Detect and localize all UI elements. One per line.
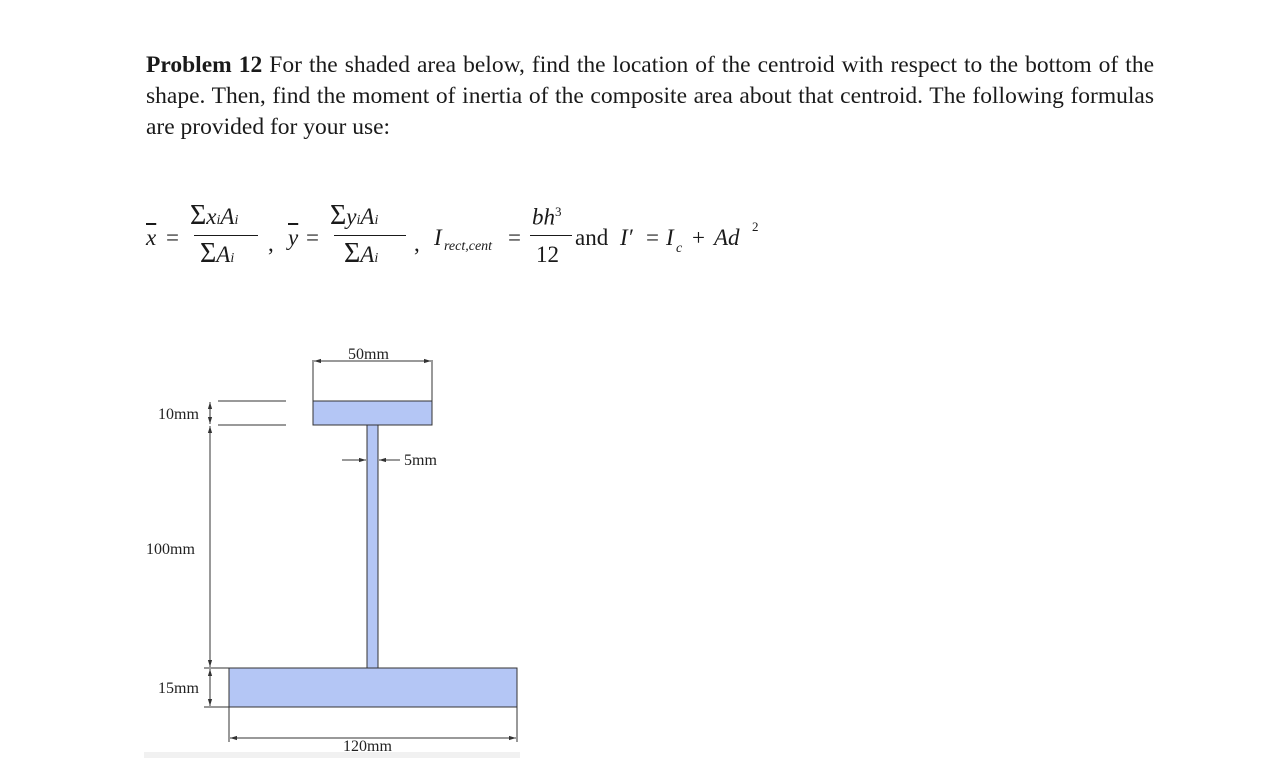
- dim-flange-thickness-label: 10mm: [158, 406, 199, 423]
- and-text: and: [575, 225, 609, 250]
- dim-web-height: [146, 426, 210, 667]
- sub-c: c: [676, 241, 683, 256]
- sub-i: i: [216, 213, 221, 228]
- a-i: A: [360, 204, 375, 229]
- sub-i: i: [230, 251, 235, 266]
- i-subscript: rect,cent: [444, 239, 493, 254]
- bh: bh: [532, 204, 555, 230]
- sigma-symbol: Σ: [200, 238, 217, 269]
- sigma-symbol: Σ: [190, 200, 207, 231]
- dim-bottom-thickness-label: 15mm: [158, 680, 199, 697]
- a-i: A: [220, 204, 235, 229]
- square-exponent: 2: [752, 219, 759, 234]
- comma: ,: [268, 231, 274, 256]
- i-symbol: I: [434, 225, 442, 250]
- x-i: x: [206, 204, 217, 229]
- problem-label: Problem 12: [146, 52, 263, 78]
- a-i: A: [216, 242, 231, 267]
- dim-bottom-width-label: 120mm: [343, 738, 392, 755]
- baseline-smudge: [144, 752, 520, 758]
- xbar-symbol: $\overline{x}$: [146, 225, 157, 250]
- xbar-equals: =: [166, 225, 179, 250]
- dim-top-width: [313, 346, 432, 401]
- top-flange: [313, 401, 432, 425]
- web: [367, 425, 378, 668]
- dim-flange-thickness: [158, 401, 286, 425]
- ybar-symbol: $\overline{y}$: [288, 225, 299, 250]
- twelve: 12: [536, 242, 559, 267]
- sub-i: i: [356, 213, 361, 228]
- cube-exponent: 3: [555, 204, 562, 219]
- sigma-symbol: Σ: [330, 200, 347, 231]
- equals: =: [646, 225, 659, 250]
- a-i: A: [360, 242, 375, 267]
- dim-bottom-thickness: [158, 668, 229, 707]
- i-prime: I′: [620, 225, 633, 250]
- dim-web-thickness: [342, 452, 437, 469]
- y-i: y: [346, 204, 357, 229]
- dim-web-height-label: 100mm: [146, 541, 195, 558]
- problem-text: For the shaded area below, find the location of the centroid with respect to the bottom of the shape. Then, find the moment of inertia of the composite area about that centroid. The following formulas are provided for your use:: [146, 52, 1155, 140]
- i-c: I: [666, 225, 674, 250]
- dim-top-width-label: 50mm: [348, 346, 389, 363]
- sub-i: i: [234, 213, 239, 228]
- i-equals: =: [508, 225, 521, 250]
- sub-i: i: [374, 251, 379, 266]
- plus: +: [692, 225, 705, 250]
- ad: Ad: [714, 225, 740, 250]
- dim-bottom-width: [229, 707, 517, 755]
- sub-i: i: [374, 213, 379, 228]
- dim-web-thickness-label: 5mm: [404, 452, 437, 469]
- comma: ,: [414, 231, 420, 256]
- bottom-flange: [229, 668, 517, 707]
- sigma-symbol: Σ: [344, 238, 361, 269]
- ybar-equals: =: [306, 225, 319, 250]
